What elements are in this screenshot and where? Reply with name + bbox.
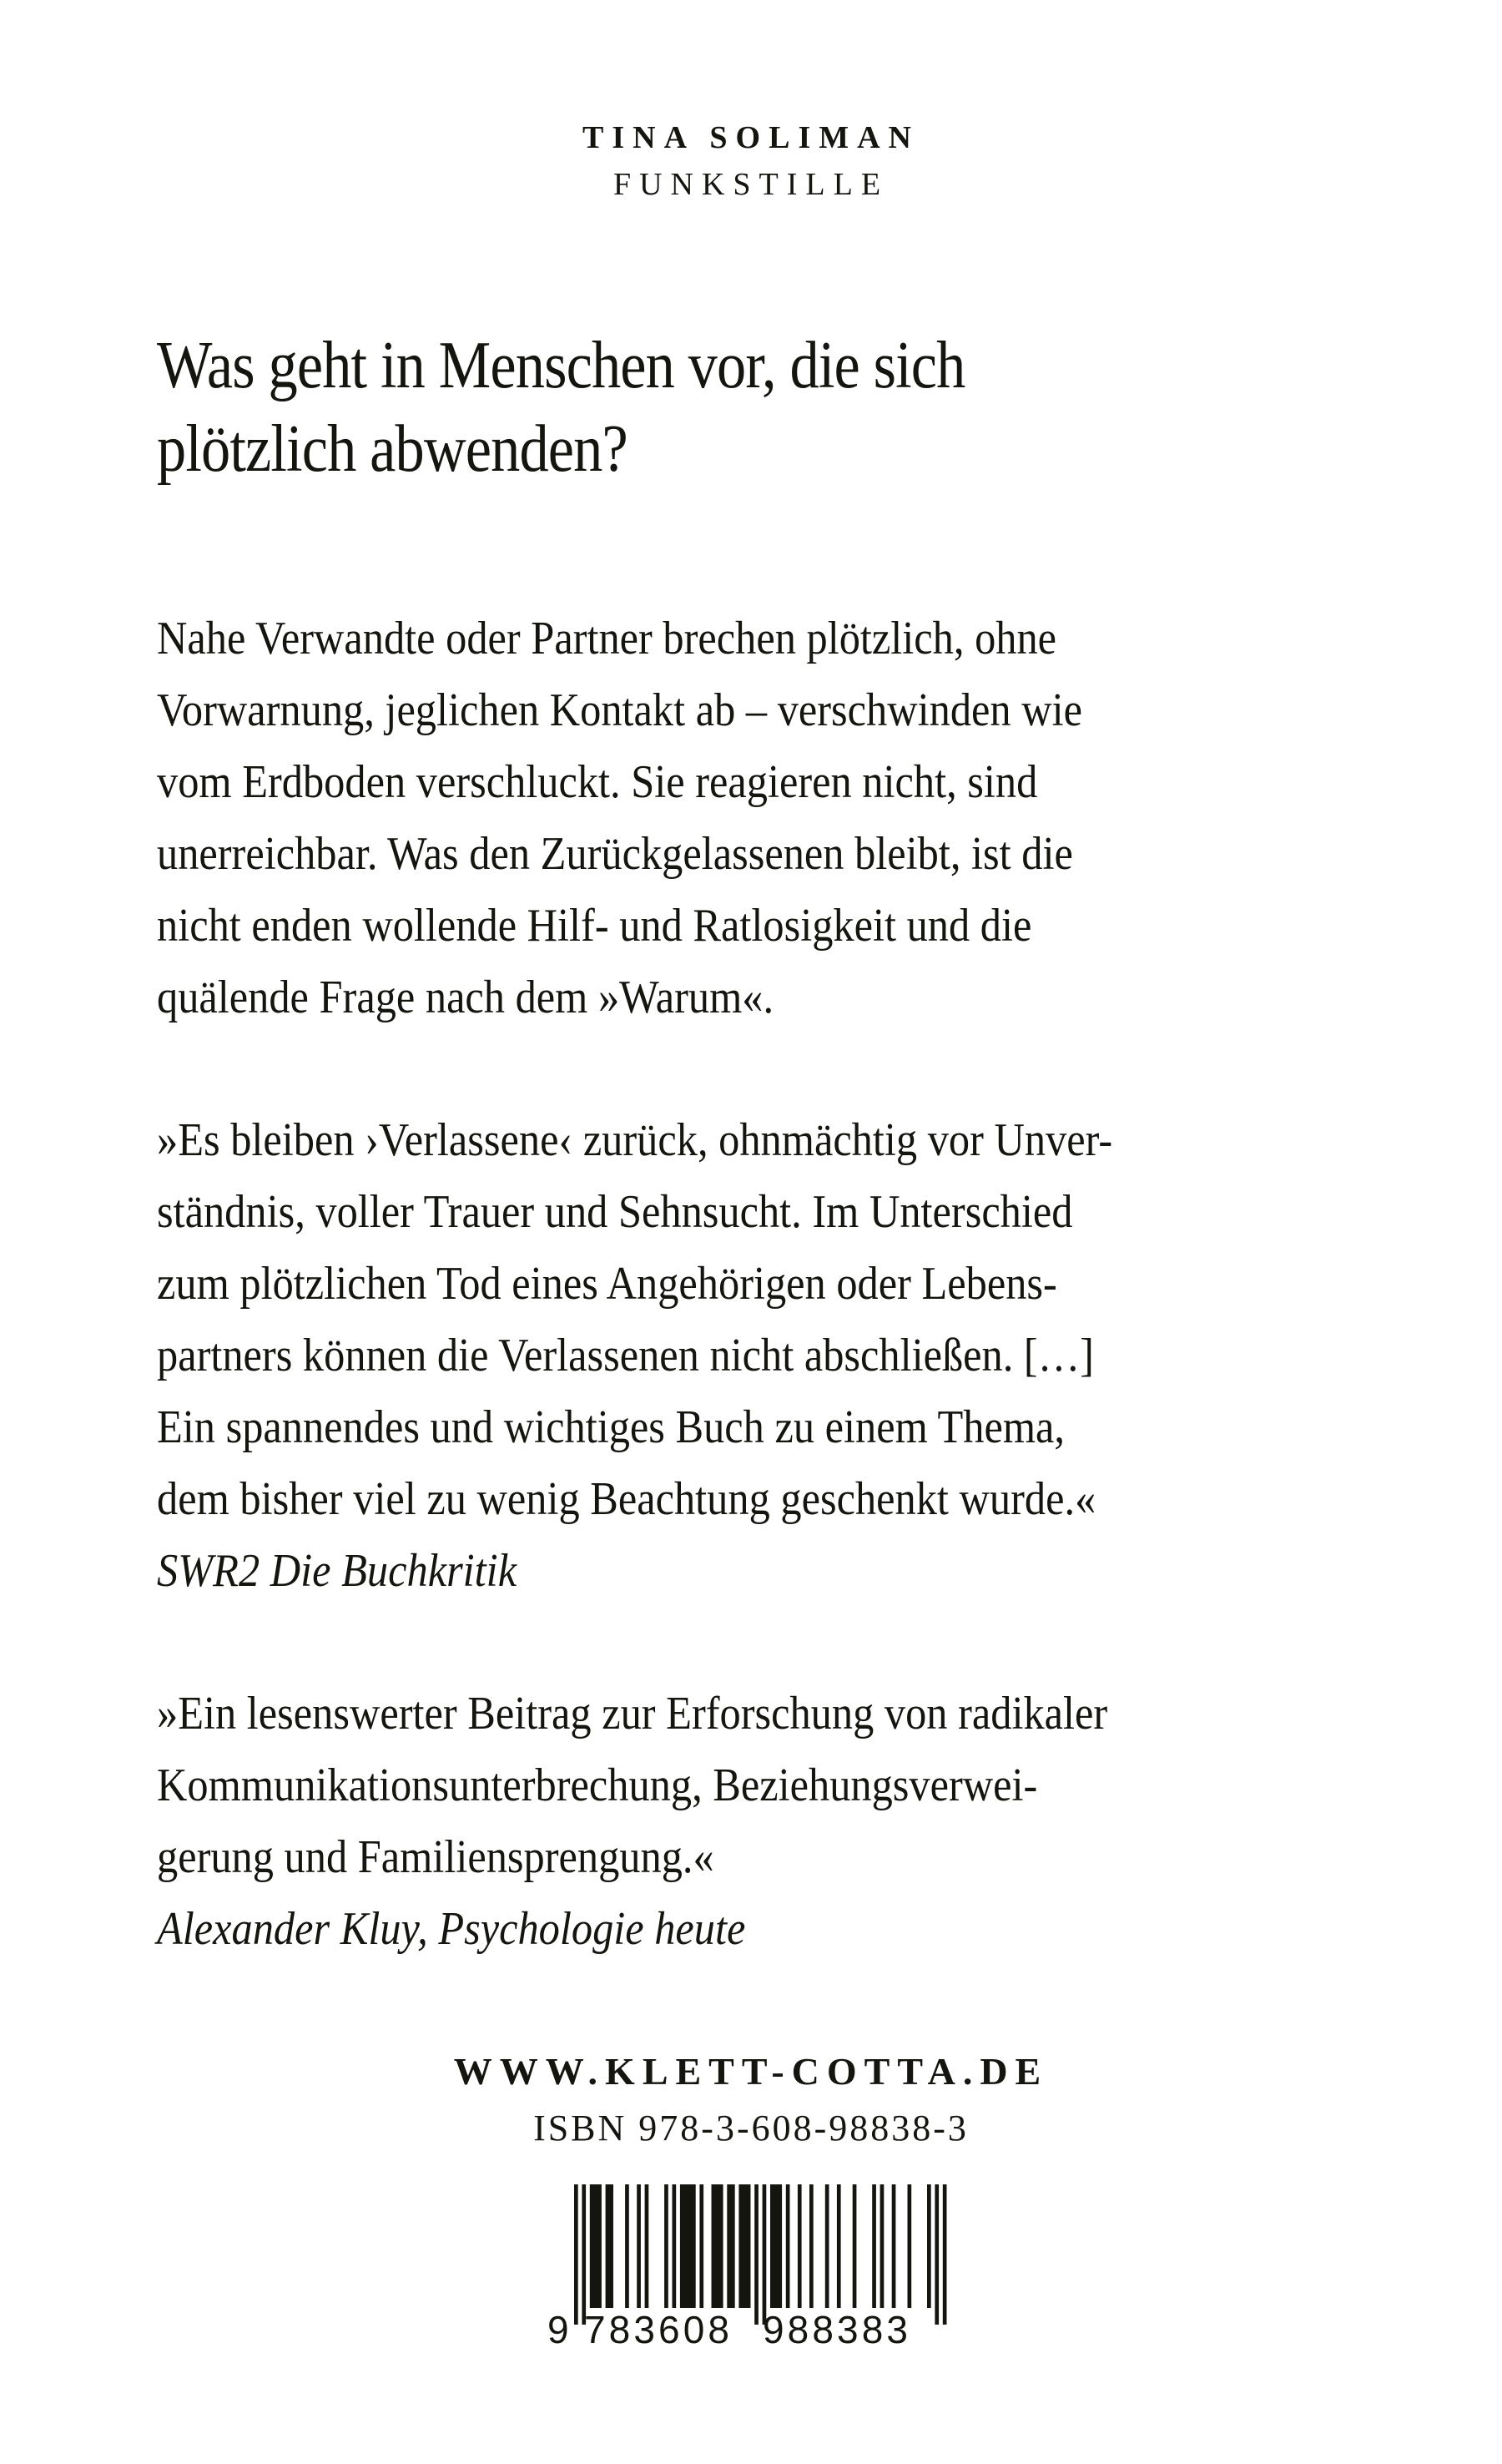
barcode-right-digits: 988383	[763, 2308, 908, 2351]
headline-line: Was geht in Menschen vor, die sich	[157, 329, 965, 402]
review-quote-swr2	[157, 1104, 1358, 1607]
blurb-line: nicht enden wollende Hilf- und Ratlosigkeit und die	[157, 900, 1032, 952]
review-line: ständnis, voller Trauer und Sehnsucht. Im Unterschied	[157, 1186, 1073, 1238]
barcode-first-digit: 9	[547, 2308, 569, 2351]
review-line: Kommunikationsunterbrechung, Beziehungsverwei-	[157, 1760, 1038, 1811]
review-line: partners können die Verlassenen nicht abschließen. […]	[157, 1330, 1094, 1381]
headline-line: plötzlich abwenden?	[157, 412, 628, 486]
blurb-line: unerreichbar. Was den Zurückgelassenen bleibt, ist die	[157, 828, 1073, 880]
blurb-line: Vorwarnung, jeglichen Kontakt ab – verschwinden wie	[157, 684, 1082, 736]
blurb-paragraph	[157, 603, 1358, 1033]
review-source: Alexander Kluy, Psychologie heute	[157, 1903, 746, 1955]
barcode-left-digits: 783608	[584, 2308, 729, 2351]
review-line: »Es bleiben ›Verlassene‹ zurück, ohnmächtig vor Unver-	[157, 1114, 1113, 1166]
review-line: zum plötzlichen Tod eines Angehörigen oder Lebens-	[157, 1258, 1057, 1310]
publisher-url: WWW.KLETT-COTTA.DE	[453, 2050, 1049, 2093]
isbn: ISBN 978-3-608-98838-3	[533, 2108, 969, 2148]
blurb-line: vom Erdboden verschluckt. Sie reagieren nicht, sind	[157, 756, 1038, 808]
review-source: SWR2 Die Buchkritik	[157, 1545, 517, 1597]
ean-barcode	[534, 2184, 968, 2351]
blurb-line: Nahe Verwandte oder Partner brechen plötzlich, ohne	[157, 613, 1057, 664]
review-line: gerung und Familiensprengung.«	[157, 1831, 714, 1883]
headline	[157, 324, 1214, 491]
review-line: »Ein lesenswerter Beitrag zur Erforschung von radikaler	[157, 1688, 1108, 1739]
author-name: TINA SOLIMAN	[582, 120, 920, 155]
review-line: Ein spannendes und wichtiges Buch zu einem Thema,	[157, 1401, 1066, 1453]
review-quote-psychologie-heute	[157, 1678, 1358, 1965]
blurb-line: quälende Frage nach dem »Warum«.	[157, 972, 774, 1023]
review-line: dem bisher viel zu wenig Beachtung geschenkt wurde.«	[157, 1473, 1096, 1525]
book-title: FUNKSTILLE	[612, 167, 890, 202]
